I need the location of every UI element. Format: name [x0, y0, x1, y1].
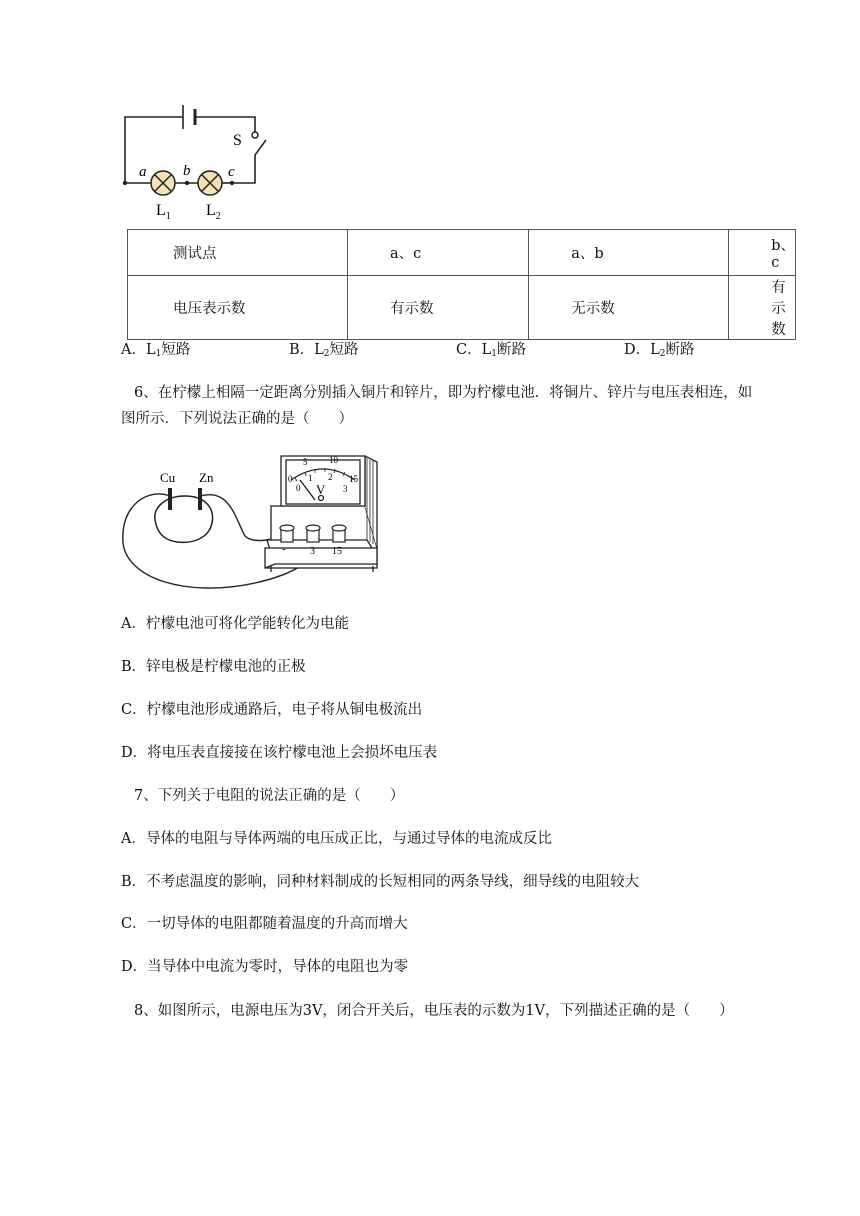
switch-symbol [252, 132, 266, 155]
q7-option-b: B．不考虑温度的影响，同种材料制成的长短相同的两条导线，细导线的电阻较大 [121, 874, 640, 890]
scale-label: 10 [329, 455, 338, 465]
lemon-battery-figure [115, 448, 385, 598]
q6-option-b: B．锌电极是柠檬电池的正极 [121, 659, 306, 675]
copper-electrode [168, 488, 172, 510]
scale-label: 0 [296, 483, 301, 493]
q6-option-a: A．柠檬电池可将化学能转化为电能 [121, 616, 349, 632]
scale-label: 0 [288, 474, 293, 484]
scale-label: 5 [303, 457, 308, 467]
voltage-test-table [127, 229, 796, 340]
scale-label: 2 [328, 472, 333, 482]
point-a-label: a [139, 164, 147, 180]
lamp-l1-icon [151, 171, 175, 195]
point-b-label: b [183, 163, 191, 179]
table-cell: 有示数 [729, 276, 796, 340]
table-row [128, 276, 796, 340]
table-cell: 测试点 [128, 230, 348, 276]
table-cell: a、b [529, 230, 729, 276]
q7-stem: 7、下列关于电阻的说法正确的是（ ） [134, 788, 405, 804]
terminal-label: - [282, 543, 286, 555]
q5-option-d: D．$L_2$断路 [624, 342, 695, 359]
cu-label: Cu [160, 470, 176, 485]
table-cell: 有示数 [347, 276, 528, 340]
q6-option-d: D．将电压表直接接在该柠檬电池上会损坏电压表 [121, 745, 438, 761]
point-c-label: c [228, 164, 235, 180]
series-lamp-circuit [115, 95, 280, 225]
lamp-l1-label: $L_1$ [156, 202, 171, 222]
q6-stem-line1: 6、在柠檬上相隔一定距离分别插入铜片和锌片，即为柠檬电池．将铜片、锌片与电压表相连，如 [134, 385, 753, 401]
switch-label: S [233, 132, 242, 149]
zinc-electrode [198, 488, 202, 510]
q7-option-d: D．当导体中电流为零时，导体的电阻也为零 [121, 959, 409, 975]
table-cell: 无示数 [529, 276, 729, 340]
table-row [128, 230, 796, 276]
scale-label: 3 [343, 484, 348, 494]
terminal-label: 15 [332, 546, 342, 557]
q5-option-a: A．$L_1$短路 [121, 342, 191, 359]
table-cell: 电压表示数 [128, 276, 348, 340]
q5-option-c: C．$L_1$断路 [456, 342, 526, 359]
voltmeter-v-symbol: V [316, 482, 326, 497]
terminal-label: 3 [310, 546, 315, 557]
scale-label: 15 [349, 474, 358, 484]
table-cell: a、c [347, 230, 528, 276]
lemon-shape [155, 496, 213, 542]
lamp-l2-icon [198, 171, 222, 195]
q8-stem: 8、如图所示，电源电压为3V，闭合开关后，电压表的示数为1V，下列描述正确的是（ ） [134, 1003, 734, 1019]
scale-label: 1 [308, 473, 313, 483]
q6-stem-line2: 图所示．下列说法正确的是（ ） [121, 411, 353, 427]
zn-label: Zn [199, 470, 214, 485]
q5-option-b: B．$L_2$短路 [289, 342, 359, 359]
q7-option-c: C．一切导体的电阻都随着温度的升高而增大 [121, 916, 408, 932]
q7-option-a: A．导体的电阻与导体两端的电压成正比，与通过导体的电流成反比 [121, 831, 552, 847]
q6-option-c: C．柠檬电池形成通路后，电子将从铜电极流出 [121, 702, 423, 718]
battery-symbol [183, 105, 195, 129]
table-cell: b、c [729, 230, 796, 276]
lamp-l2-label: $L_2$ [206, 202, 221, 222]
